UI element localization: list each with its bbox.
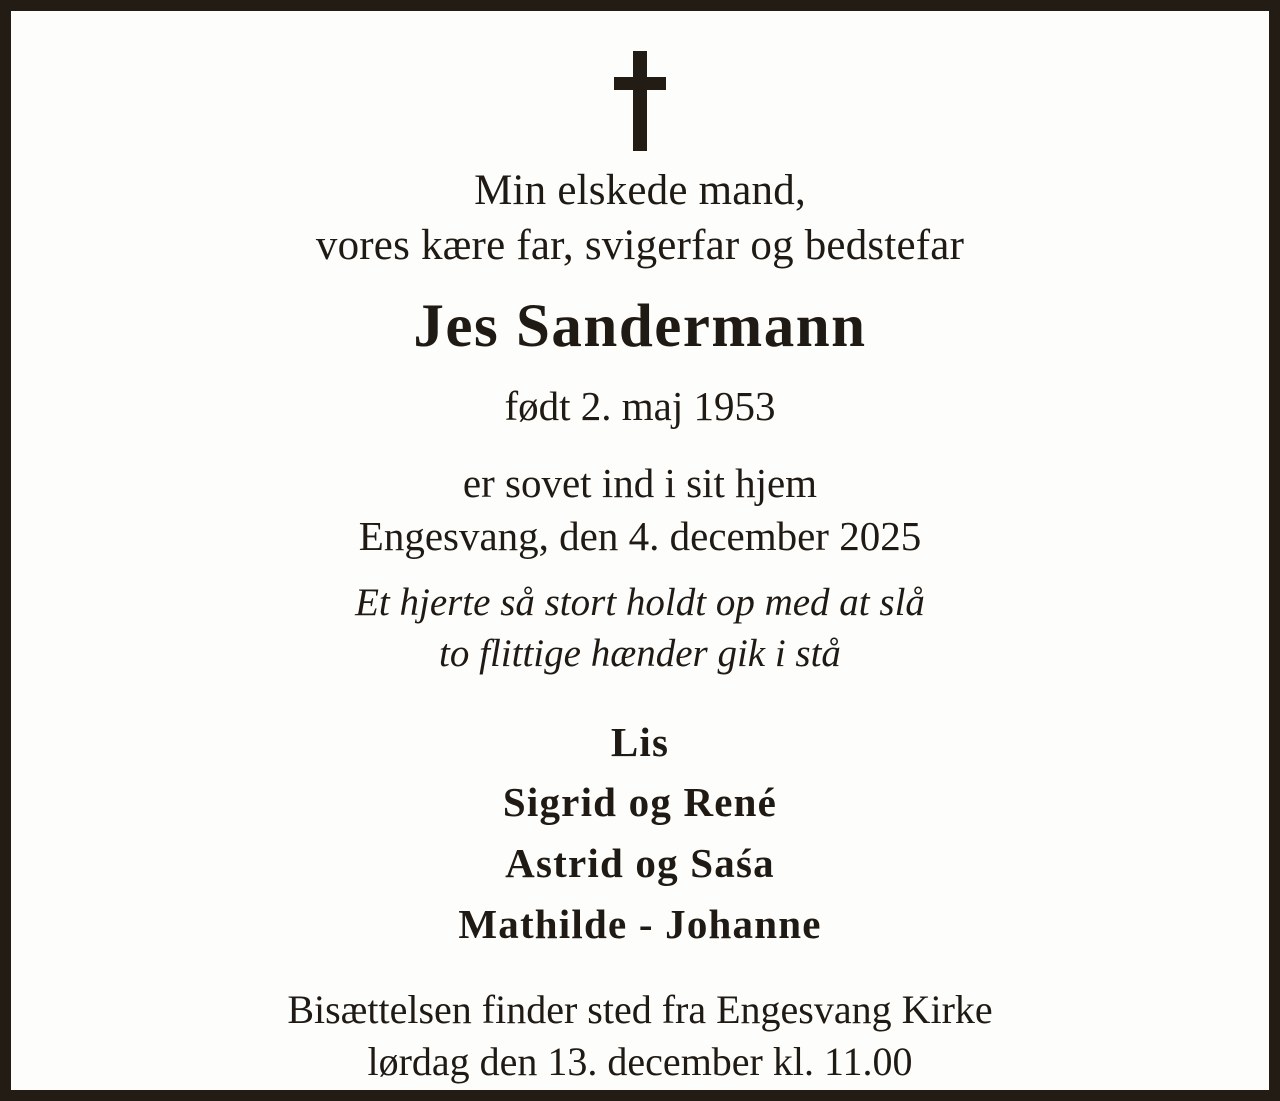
survivor-line: Mathilde - Johanne (458, 900, 822, 947)
funeral-line-2: lørdag den 13. december kl. 11.00 (367, 1039, 913, 1085)
intro-line-1: Min elskede mand, (474, 167, 806, 214)
verse-line-2: to flittige hænder gik i stå (439, 631, 841, 675)
verse-line-1: Et hjerte så stort holdt op med at slå (355, 581, 925, 625)
passing-line-1: er sovet ind i sit hjem (462, 460, 818, 507)
intro-line-2: vores kære far, svigerfar og bedstefar (315, 222, 965, 270)
memorial-verse (355, 578, 925, 679)
intro-text (316, 163, 964, 273)
survivor-line: Sigrid og René (502, 779, 778, 826)
passing-text (359, 457, 921, 562)
funeral-details (287, 984, 992, 1088)
survivors-list (458, 712, 821, 955)
passing-line-2: Engesvang, den 4. december 2025 (358, 512, 922, 559)
birth-line: født 2. maj 1953 (504, 383, 776, 430)
funeral-line-1: Bisættelsen finder sted fra Engesvang Kirke (287, 987, 993, 1033)
latin-cross-icon (608, 51, 672, 151)
cross-icon-wrap (608, 51, 672, 151)
deceased-name: Jes Sandermann (413, 293, 867, 361)
survivor-line: Lis (610, 718, 670, 765)
survivor-line: Astrid og Saśa (505, 840, 775, 886)
